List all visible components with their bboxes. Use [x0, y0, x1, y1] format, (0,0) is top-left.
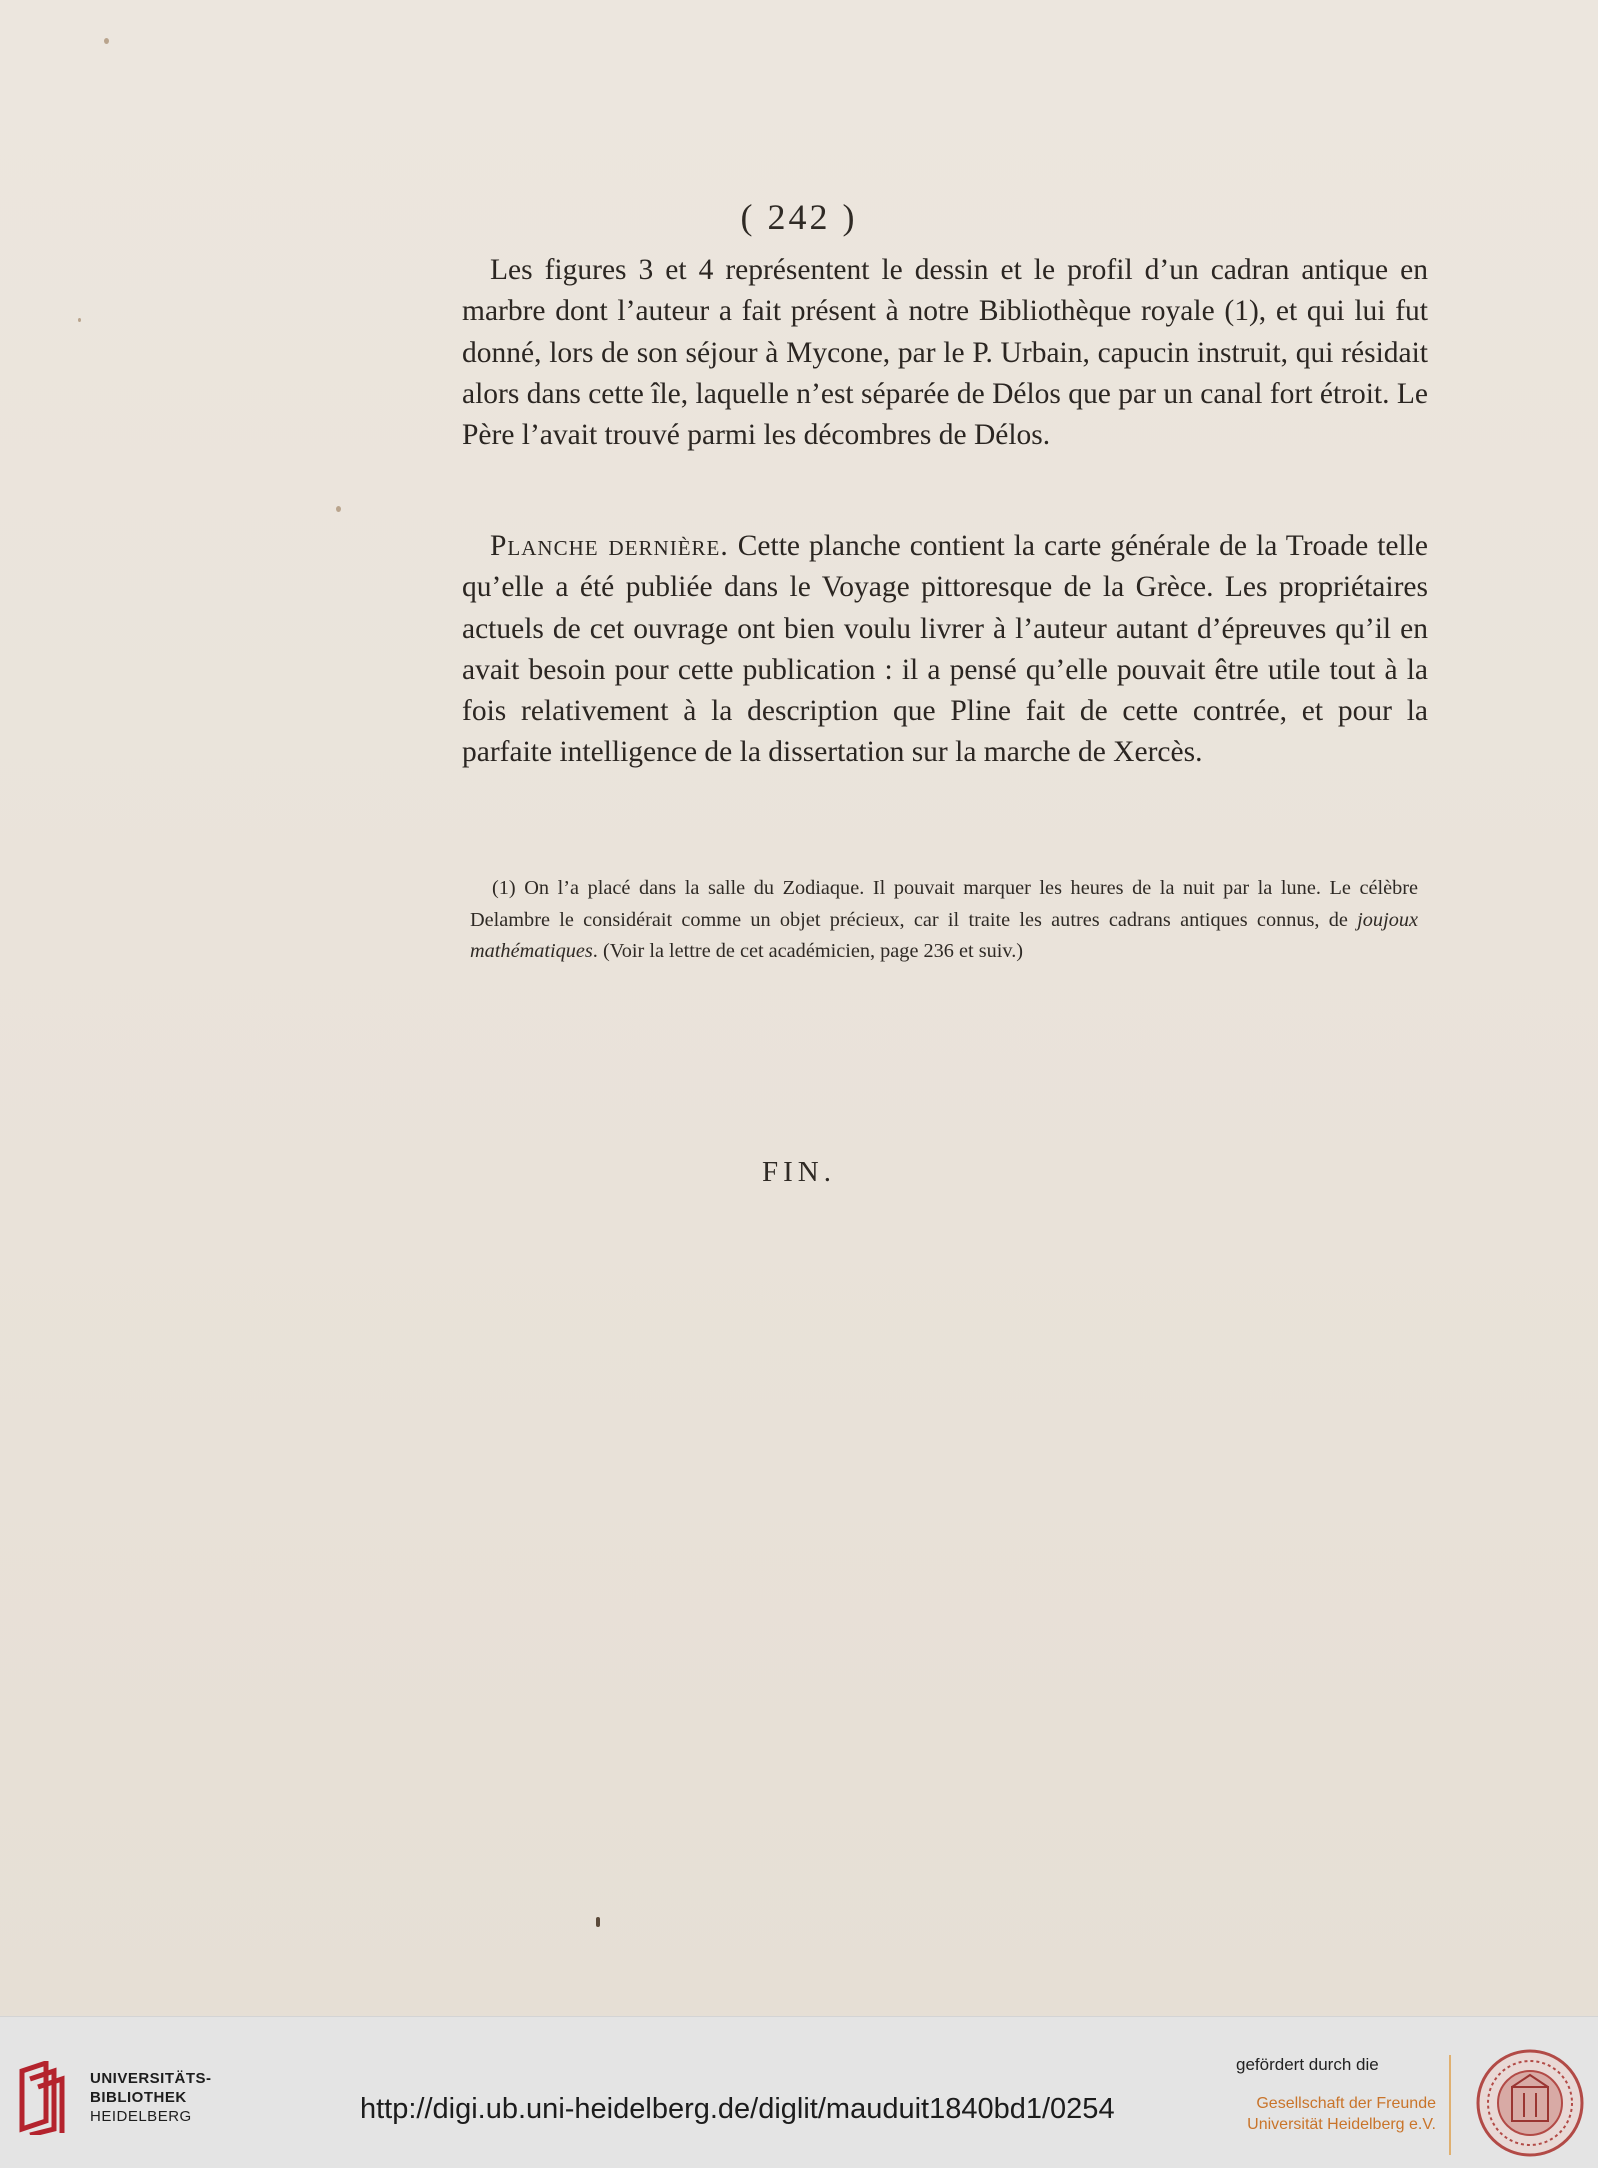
- ub-heidelberg-logo-icon[interactable]: [16, 2061, 78, 2135]
- footnote-text: (1) On l’a placé dans la salle du Zodiaque. Il pouvait marquer les heures de la nuit par la lune. Le célèbre Delambre le considérait comme un objet précieux, car il traite les autres cadrans antiques connus, de: [470, 877, 1418, 931]
- footnote: [470, 873, 1418, 968]
- permalink-url[interactable]: http://digi.ub.uni-heidelberg.de/diglit/mauduit1840bd1/0254: [360, 2093, 1115, 2125]
- fin-mark: FIN.: [762, 1156, 836, 1188]
- paragraph-figures-3-4: [462, 250, 1428, 456]
- paper-speck: [104, 38, 109, 44]
- sponsor-divider: [1449, 2055, 1451, 2155]
- sponsor-name-line: Universität Heidelberg e.V.: [1247, 2116, 1436, 2133]
- paragraph-lead: Planche dernière.: [490, 530, 729, 562]
- library-name-line: UNIVERSITÄTS-: [90, 2070, 212, 2087]
- paragraph-planche-derniere: [462, 526, 1428, 774]
- paper-speck: [78, 318, 81, 322]
- sponsor-caption: gefördert durch die: [1236, 2055, 1379, 2074]
- sponsor-name[interactable]: [1236, 2093, 1436, 2135]
- paper-speck: [596, 1917, 600, 1927]
- sponsor-name-line: Gesellschaft der Freunde: [1256, 2095, 1436, 2112]
- paper-speck: [336, 506, 341, 512]
- library-name: [90, 2069, 212, 2126]
- library-name-line: HEIDELBERG: [90, 2108, 192, 2125]
- library-name-line: BIBLIOTHEK: [90, 2089, 187, 2106]
- viewer-footer: [0, 2016, 1598, 2168]
- footnote-text-end: . (Voir la lettre de cet académicien, page 236 et suiv.): [592, 940, 1024, 962]
- page-number: ( 242 ): [740, 197, 858, 237]
- paragraph-text: Cette planche contient la carte générale de la Troade telle qu’elle a été publiée dans le Voyage pittoresque de la Grèce. Les propriétaires actuels de cet ouvrage ont bien voulu livrer à l’auteur autant d’épreuves qu’il en avait besoin pour cette publication : il a pensé qu’elle pouvait être utile tout à la fois relativement à la description que Pline fait de cette contrée, et pour la parfaite intelligence de la dissertation sur la marche de Xercès.: [462, 530, 1428, 769]
- paragraph-text: Les figures 3 et 4 représentent le dessin et le profil d’un cadran antique en marbre dont l’auteur a fait présent à notre Bibliothèque royale (1), et qui lui fut donné, lors de son séjour à Mycone, par le P. Urbain, capucin instruit, qui résidait alors dans cette île, laquelle n’est séparée de Délos que par un canal fort étroit. Le Père l’avait trouvé parmi les décombres de Délos.: [462, 254, 1428, 452]
- footnote-italic: joujoux mathématiques: [470, 908, 1418, 962]
- university-seal-icon[interactable]: [1476, 2047, 1584, 2159]
